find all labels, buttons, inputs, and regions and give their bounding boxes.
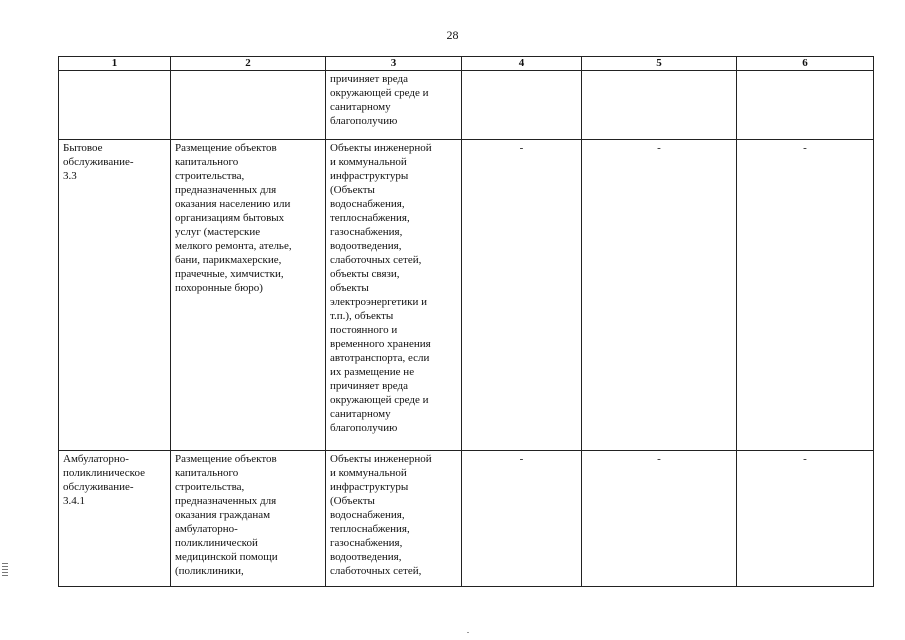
cell-description: Размещение объектов капитального строительства, предназначенных для оказания населению или организациям бытовых услуг (мастерские мелкого ремонта, ателье, бани, парикмахерские, прачечные, химчистки, похоронные бюро) (171, 140, 326, 451)
column-header-5: 5 (582, 57, 737, 71)
cell-col6 (737, 71, 874, 140)
scan-dot (467, 632, 469, 633)
cell-use-type (59, 71, 171, 140)
column-header-1: 1 (59, 57, 171, 71)
cell-auxiliary-objects: причиняет вреда окружающей среде и санитарному благополучию (326, 71, 462, 140)
column-header-2: 2 (171, 57, 326, 71)
cell-use-type: Бытовое обслуживание- 3.3 (59, 140, 171, 451)
cell-col5 (582, 71, 737, 140)
cell-use-type: Амбулаторно- поликлиническое обслуживание- 3.4.1 (59, 451, 171, 587)
cell-description: Размещение объектов капитального строительства, предназначенных для оказания гражданам амбулаторно- поликлинической медицинской помощи (поликлиники, (171, 451, 326, 587)
table-row (59, 451, 874, 587)
scan-artifact (2, 563, 8, 577)
cell-col5: - (582, 451, 737, 587)
cell-col4: - (462, 140, 582, 451)
table-row (59, 71, 874, 140)
column-header-4: 4 (462, 57, 582, 71)
cell-auxiliary-objects: Объекты инженерной и коммунальной инфраструктуры (Объекты водоснабжения, теплоснабжения, газоснабжения, водоотведения, слаботочных сетей, (326, 451, 462, 587)
cell-col4: - (462, 451, 582, 587)
cell-col5: - (582, 140, 737, 451)
cell-auxiliary-objects: Объекты инженерной и коммунальной инфраструктуры (Объекты водоснабжения, теплоснабжения, газоснабжения, водоотведения, слаботочных сетей, объекты связи, объекты электроэнергетики и т.п.), объекты постоянного и временного хранения автотранспорта, если их размещение не причиняет вреда окружающей среде и санитарному благополучию (326, 140, 462, 451)
column-header-3: 3 (326, 57, 462, 71)
table-row (59, 140, 874, 451)
cell-col6: - (737, 140, 874, 451)
header-row (59, 57, 874, 71)
cell-col6: - (737, 451, 874, 587)
cell-col4 (462, 71, 582, 140)
cell-description (171, 71, 326, 140)
page-number: 28 (446, 28, 459, 42)
zoning-table (58, 56, 874, 587)
column-header-6: 6 (737, 57, 874, 71)
